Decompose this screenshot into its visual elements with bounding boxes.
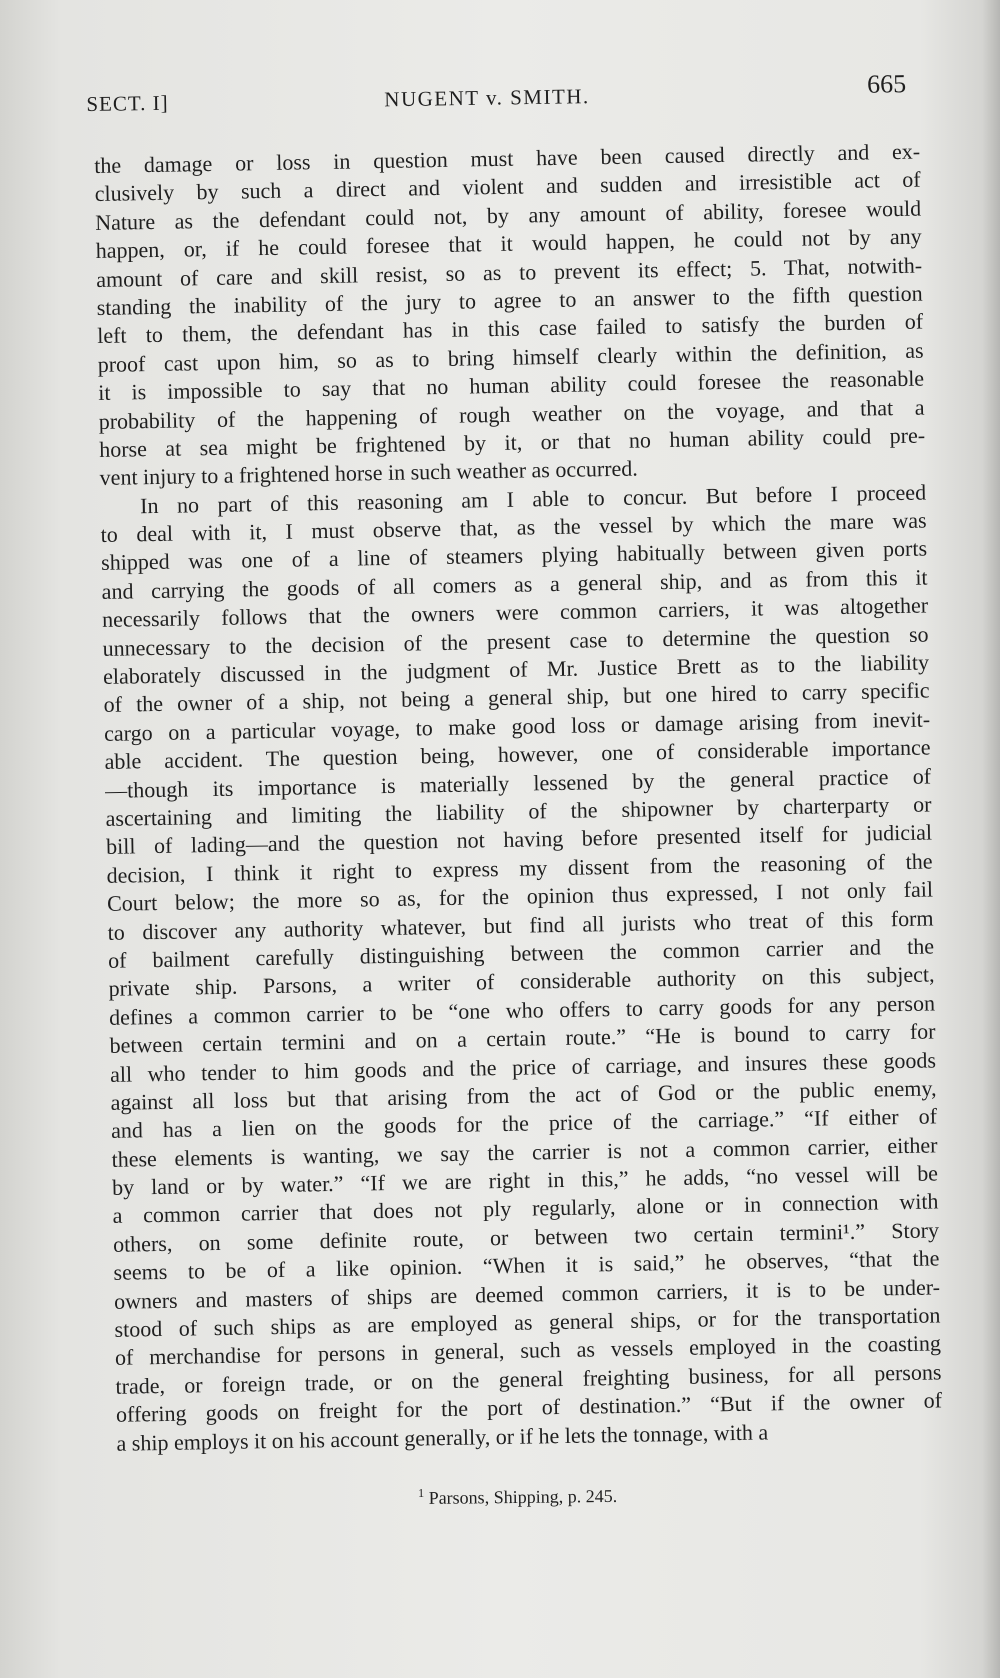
- text-line: the damage or loss in question must have been caused directly and ex-: [94, 138, 921, 178]
- text-line: Nature as the defendant could not, by any amount of ability, foresee would: [95, 195, 922, 235]
- text-line: by land or by water.” “If we are right in this,” he adds, “no vessel will be: [111, 1160, 939, 1200]
- text-line: of bailment carefully distinguishing between the common carrier and the: [107, 933, 935, 973]
- text-line: stood of such ships as are employed as general ships, or for the transportation: [114, 1302, 941, 1342]
- body-text: [94, 138, 943, 1458]
- text-line: unnecessary to the decision of the present case to determine the question so: [102, 621, 929, 661]
- text-line: In no part of this reasoning am I able to concur. But before I proceed: [139, 479, 927, 518]
- text-line: owners and masters of ships are deemed common carriers, it is to be under-: [113, 1274, 941, 1314]
- text-line: elaborately discussed in the judgment of Mr. Justice Brett as to the liability: [102, 649, 930, 689]
- text-line: left to them, the defendant has in this case failed to satisfy the burden of: [96, 308, 924, 349]
- section-label: SECT. I]: [86, 90, 169, 116]
- text-line: necessarily follows that the owners were common carriers, it was altogether: [101, 592, 929, 633]
- text-line: and has a lien on the goods for the price of the carriage.” “If either of: [110, 1103, 938, 1144]
- case-title: NUGENT v. SMITH.: [384, 84, 590, 112]
- text-line: trade, or foreign trade, or on the general freighting business, for all persons: [115, 1359, 942, 1399]
- text-line: of merchandise for persons in general, such as vessels employed in the coasting: [114, 1330, 942, 1371]
- text-line: others, on some definite route, or between two certain termini¹.” Story: [112, 1217, 940, 1257]
- text-line: to discover any authority whatever, but find all jurists who treat of this form: [107, 905, 934, 945]
- text-line: cargo on a particular voyage, to make good loss or damage arising from inevit-: [103, 706, 931, 746]
- text-line: private ship. Parsons, a writer of considerable authority on this subject,: [108, 961, 935, 1002]
- page-number: 665: [866, 69, 907, 99]
- text-line: amount of care and skill resist, so as to prevent its effect; 5. That, notwith-: [95, 252, 923, 292]
- text-line: decision, I think it right to express my dissent from the reasoning of the: [106, 848, 933, 888]
- text-line: proof cast upon him, so as to bring himself clearly within the definition, as: [97, 337, 924, 377]
- running-header: [86, 69, 907, 122]
- footnote-text: Parsons, Shipping, p. 245.: [428, 1485, 618, 1508]
- footnote-marker: 1: [418, 1485, 425, 1500]
- text-line: seems to be of a like opinion. “When it is said,” he observes, “that the: [113, 1245, 940, 1286]
- footnote: [418, 1484, 617, 1509]
- text-line: to deal with it, I must observe that, as the vessel by which the mare was: [100, 507, 927, 548]
- text-line: —though its importance is materially lessened by the general practice of: [104, 763, 932, 803]
- text-line: offering goods on freight for the port of destination.” “But if the owner of: [115, 1387, 943, 1427]
- text-line: ascertaining and limiting the liability of the shipowner by charterparty or: [105, 791, 932, 831]
- text-line: standing the inability of the jury to agree to an answer to the fifth question: [96, 280, 923, 320]
- text-line: of the owner of a ship, not being a general ship, but one hired to carry specific: [103, 677, 930, 718]
- text-line: these elements is wanting, we say the carrier is not a common carrier, either: [111, 1132, 938, 1172]
- text-line: Court below; the more so as, for the opinion thus expressed, I not only fail: [106, 876, 934, 917]
- text-line: bill of lading—and the question not having before presented itself for judicial: [105, 819, 933, 860]
- text-line: between certain termini and on a certain route.” “He is bound to carry for: [109, 1018, 936, 1058]
- text-line: and carrying the goods of all comers as a general ship, and as from this it: [101, 564, 928, 604]
- text-line: defines a common carrier to be “one who offers to carry goods for any person: [108, 990, 936, 1030]
- text-line: all who tender to him goods and the price of carriage, and insures these goods: [109, 1046, 937, 1087]
- text-line: clusively by such a direct and violent and sudden and irresistible act of: [94, 166, 921, 207]
- text-line: probability of the happening of rough weather on the voyage, and that a: [98, 394, 925, 434]
- text-line: shipped was one of a line of steamers plying habitually between given ports: [100, 535, 928, 576]
- text-line: happen, or, if he could foresee that it would happen, he could not by any: [95, 223, 922, 264]
- text-line: horse at sea might be frightened by it, or that no human ability could pre-: [98, 422, 926, 462]
- text-line: able accident. The question being, however, one of considerable importance: [104, 734, 931, 775]
- text-line: vent injury to a frightened horse in such weather as occurred.: [99, 455, 639, 491]
- text-line: against all loss but that arising from the act of God or the public enemy,: [110, 1075, 937, 1115]
- text-line: a common carrier that does not ply regularly, alone or in connection with: [112, 1188, 939, 1229]
- text-line: it is impossible to say that no human ability could foresee the reasonable: [97, 365, 925, 406]
- text-line: a ship employs it on his account generally, or if he lets the tonnage, with a: [116, 1419, 769, 1456]
